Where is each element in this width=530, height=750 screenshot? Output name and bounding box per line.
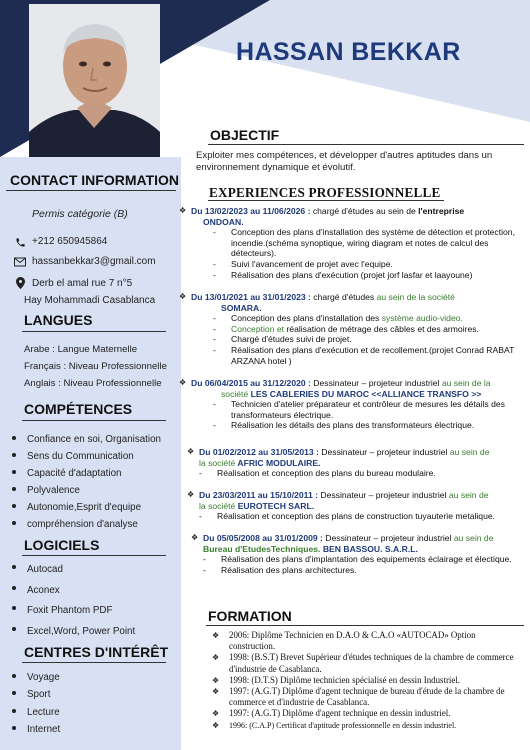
- exp-role: Dessinateur – projeteur industriel: [318, 447, 450, 457]
- diamond-bullet-icon: ❖: [212, 687, 220, 697]
- experience-item-3: [179, 378, 524, 431]
- competences-rule: [22, 420, 166, 421]
- objectif-text: Exploiter mes compétences, et développer d'autres aptitudes dans un environnement dynamique et évolutif.: [196, 150, 493, 173]
- formation-heading: FORMATION: [208, 608, 292, 624]
- diamond-bullet-icon: ❖: [212, 653, 220, 663]
- list-item: compréhension d'analyse: [0, 516, 161, 533]
- exp-company-prefix: la société: [199, 500, 236, 511]
- list-item: - Réalisation et conception des plans du bureau modulaire.: [199, 468, 524, 479]
- exp-date: Du 01/02/2012 au 31/05/2013 :: [199, 447, 319, 457]
- list-item: - Suivi l'avancement de projet avec l'equipe.: [213, 259, 524, 270]
- exp-date: Du 06/04/2015 au 31/12/2020 :: [191, 378, 311, 388]
- experiences-heading: EXPERIENCES PROFESSIONNELLE: [209, 185, 441, 200]
- exp-role: Dessinateur – projeteur industriel: [317, 490, 449, 500]
- logiciels-rule: [22, 555, 166, 556]
- experience-item-4: [187, 447, 524, 479]
- exp-company: SOMARA.: [221, 302, 262, 313]
- exp-company-prefix: Bureau d'EtudesTechniques.: [203, 543, 321, 554]
- exp-role-suffix: l'entreprise: [418, 206, 465, 216]
- exp-company: ONDOAN.: [203, 216, 244, 227]
- list-item: - Conception des plans d'installation des système de détection et protection, incendie.(schéma synoptique, wiring diagram et notes de calcul des détecteurs).: [213, 227, 524, 259]
- diamond-bullet-icon: ❖: [212, 720, 220, 730]
- list-item: ❖ 1998: (B.S.T) Brevet Supérieur d'études techniques de la chambre de commerce d'industrie de Casablanca.: [212, 652, 514, 674]
- exp-role: chargé d'études au sein de: [310, 206, 419, 216]
- list-item: - Réalisation et conception des plans de construction tuyauterie metalique.: [199, 511, 524, 522]
- list-item: Autocad: [0, 560, 135, 581]
- list-item: - Réalisation des plans d'exécution (projet jorf lasfar et laayoune): [213, 270, 524, 281]
- exp-company-prefix: la société: [199, 457, 236, 468]
- diamond-bullet-icon: ❖: [187, 447, 195, 456]
- list-item: - Réalisation des plans architectures.: [203, 565, 524, 576]
- list-item: Polyvalence: [0, 482, 161, 499]
- exp-role: Dessinateur – projeteur industriel: [310, 378, 442, 388]
- formation-rule: [206, 625, 524, 626]
- experience-item-6: [191, 533, 524, 575]
- diamond-bullet-icon: ❖: [212, 709, 220, 719]
- profile-photo: [29, 4, 160, 157]
- diamond-bullet-icon: ❖: [179, 292, 187, 301]
- exp-company: AFRIC MODULAIRE.: [235, 457, 321, 468]
- exp-role: chargé d'études: [310, 292, 377, 302]
- list-item: Excel,Word, Power Point: [0, 622, 135, 643]
- list-item: Aconex: [0, 581, 135, 602]
- exp-role: Dessinateur – projeteur industriel: [322, 533, 454, 543]
- langue-arabe: Arabe : Langue Maternelle: [24, 344, 138, 355]
- exp-role-suffix: au sein de la société: [376, 292, 455, 302]
- list-item: Autonomie,Esprit d'equipe: [0, 499, 161, 516]
- experience-item-1: [179, 206, 524, 280]
- langue-anglais: Anglais : Niveau Professionnelle: [24, 378, 162, 389]
- email-text[interactable]: hassanbekkar3@gmail.com: [32, 256, 156, 267]
- interets-heading: CENTRES D'INTÉRÊT: [24, 644, 169, 660]
- list-item: - Réalisation des plans d'implantation des equipements éclairage et électique.: [203, 554, 524, 565]
- logiciels-list: [0, 560, 135, 642]
- interets-list: [0, 669, 60, 738]
- list-item: ❖ 1997: (A.G.T) Diplôme d'agent technique de bureau d'étude de la chambre de commerce et d'industrie de Casablanca.: [212, 686, 505, 708]
- exp-role-suffix: au sein de: [449, 447, 490, 457]
- formation-list: [212, 630, 517, 731]
- list-item: - Réalisation des plans d'exécution et de recollement.(projet Conrad RABAT ARZANA hotel ): [213, 345, 524, 366]
- experience-item-5: [187, 490, 524, 522]
- list-item: Confiance en soi, Organisation: [0, 431, 161, 448]
- list-item: ❖ 1996: (C.A.P) Certificat d'aptitude professionnelle en dessin industriel.: [212, 720, 457, 730]
- list-item: - Conception des plans d'installation des système audio-video.: [213, 313, 524, 324]
- langue-francais: Français : Niveau Professionnelle: [24, 361, 167, 372]
- experience-item-2: [179, 292, 524, 366]
- experiences-rule: [208, 200, 444, 201]
- list-item: ❖ 2006: Diplôme Technicien en D.A.O & C.A.O «AUTOCAD» Option construction.: [212, 630, 476, 652]
- list-item: Voyage: [0, 669, 60, 686]
- list-item: ❖ 1998: (D.T.S) Diplôme technicien spécialisé en dessin Industriel.: [212, 674, 461, 685]
- exp-role-suffix: au sein de la: [441, 378, 491, 388]
- permis-text: Permis catégorie (B): [32, 208, 128, 220]
- list-item: Sens du Communication: [0, 448, 161, 465]
- diamond-bullet-icon: ❖: [191, 533, 199, 542]
- exp-role-suffix: au sein de: [453, 533, 494, 543]
- list-item: - Chargé d'études suivi de projet.: [213, 334, 524, 345]
- exp-date: Du 13/02/2023 au 11/06/2026 :: [191, 206, 311, 216]
- exp-role-suffix: au sein de: [448, 490, 489, 500]
- person-name: HASSAN BEKKAR: [236, 38, 461, 66]
- contact-rule: [6, 190, 176, 191]
- list-item: Internet: [0, 721, 60, 738]
- interets-rule: [22, 662, 166, 663]
- competences-list: [0, 431, 161, 533]
- competences-heading: COMPÉTENCES: [24, 401, 133, 417]
- diamond-bullet-icon: ❖: [179, 206, 187, 215]
- envelope-icon: [14, 256, 26, 268]
- contact-heading: CONTACT INFORMATION: [10, 172, 180, 188]
- address-line2: Hay Mohammadi Casablanca: [24, 295, 156, 306]
- exp-company: EUROTECH SARL.: [235, 500, 315, 511]
- objectif-heading: OBJECTIF: [210, 127, 280, 143]
- map-pin-icon: [14, 277, 26, 289]
- list-item: Foxit Phantom PDF: [0, 601, 135, 622]
- exp-date: Du 23/03/2011 au 15/10/2011 :: [199, 490, 318, 500]
- diamond-bullet-icon: ❖: [212, 675, 220, 685]
- phone-text[interactable]: +212 650945864: [32, 236, 108, 247]
- list-item: - Réalisation les détails des plans des transformateurs électrique.: [213, 420, 524, 431]
- langues-rule: [22, 331, 166, 332]
- diamond-bullet-icon: ❖: [187, 490, 195, 499]
- diamond-bullet-icon: ❖: [179, 378, 187, 387]
- list-item: Sport: [0, 686, 60, 703]
- phone-icon: [14, 236, 26, 248]
- exp-company: BEN BASSOU. S.A.R.L.: [320, 543, 418, 554]
- exp-company: LES CABLERIES DU MAROC <<ALLIANCE TRANSFO >>: [248, 388, 482, 399]
- objectif-rule: [208, 144, 524, 145]
- diamond-bullet-icon: ❖: [212, 631, 220, 640]
- exp-date: Du 13/01/2021 au 31/01/2023 :: [191, 292, 311, 302]
- list-item: ❖ 1997: (A.G.T) Diplôme d'agent technique en dessin industriel.: [212, 708, 451, 719]
- list-item: - Technicien d'atelier préparateur et contrôleur de mesures les détails des transformateurs électrique.: [213, 399, 524, 420]
- list-item: Capacité d'adaptation: [0, 465, 161, 482]
- exp-date: Du 05/05/2008 au 31/01/2009 :: [203, 533, 323, 543]
- list-item: - Conception et réalisation de métrage des câbles et des armoires.: [213, 324, 524, 335]
- address-line1: Derb el amal rue 7 n°5: [32, 278, 133, 289]
- exp-company-prefix: société: [221, 388, 249, 399]
- logiciels-heading: LOGICIELS: [24, 537, 100, 553]
- list-item: Lecture: [0, 704, 60, 721]
- langues-heading: LANGUES: [24, 312, 93, 328]
